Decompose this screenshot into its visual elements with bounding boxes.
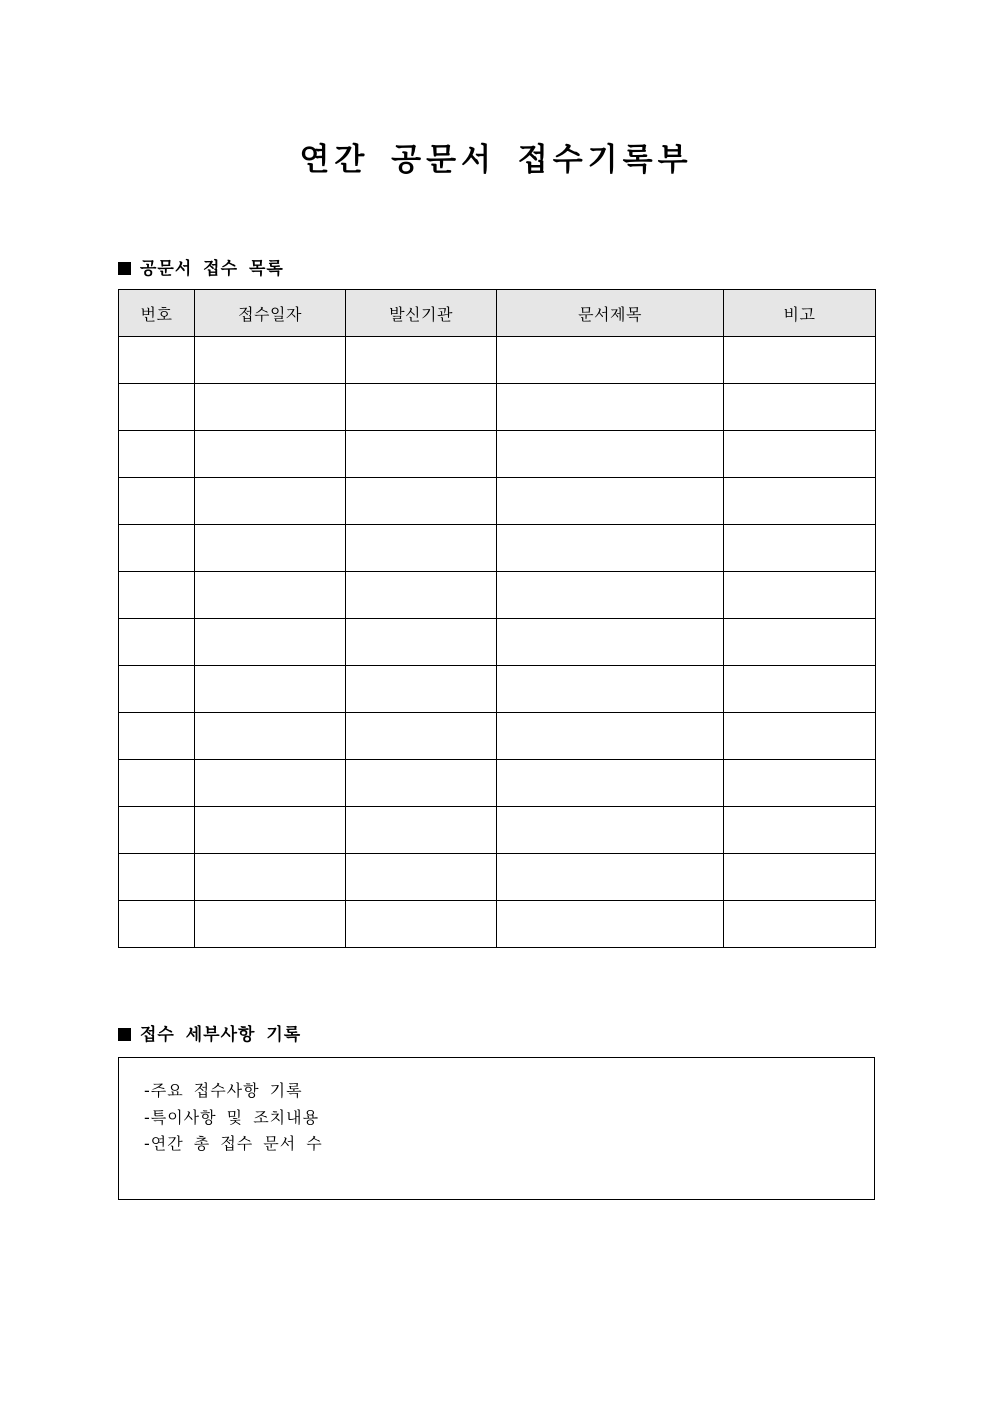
table-cell[interactable] — [497, 525, 724, 572]
table-cell[interactable] — [195, 337, 346, 384]
table-cell[interactable] — [119, 619, 195, 666]
column-header-remarks: 비고 — [724, 290, 876, 337]
detail-item: -주요 접수사항 기록 — [144, 1081, 303, 1100]
table-row — [119, 431, 876, 478]
table-cell[interactable] — [346, 901, 497, 948]
table-cell[interactable] — [346, 337, 497, 384]
details-box — [118, 1057, 875, 1200]
table-cell[interactable] — [724, 384, 876, 431]
square-bullet-icon — [118, 262, 131, 275]
table-cell[interactable] — [346, 713, 497, 760]
table-cell[interactable] — [724, 572, 876, 619]
table-cell[interactable] — [346, 572, 497, 619]
table-cell[interactable] — [724, 525, 876, 572]
table-cell[interactable] — [119, 807, 195, 854]
section-heading-details — [118, 1020, 301, 1045]
column-header-sender: 발신기관 — [346, 290, 497, 337]
section-heading-list — [118, 254, 284, 279]
table-cell[interactable] — [346, 807, 497, 854]
table-cell[interactable] — [119, 713, 195, 760]
table-body — [119, 337, 876, 948]
table-cell[interactable] — [724, 619, 876, 666]
table-cell[interactable] — [346, 760, 497, 807]
square-bullet-icon — [118, 1028, 131, 1041]
table-row — [119, 525, 876, 572]
section-heading-list-text: 공문서 접수 목록 — [140, 259, 284, 279]
table-row — [119, 478, 876, 525]
table-row — [119, 337, 876, 384]
table-cell[interactable] — [724, 666, 876, 713]
table-cell[interactable] — [346, 525, 497, 572]
table-cell[interactable] — [195, 384, 346, 431]
document-title: 연간 공문서 접수기록부 — [299, 142, 693, 178]
table-cell[interactable] — [195, 807, 346, 854]
table-cell[interactable] — [724, 901, 876, 948]
table-row — [119, 713, 876, 760]
table-cell[interactable] — [195, 525, 346, 572]
table-cell[interactable] — [497, 337, 724, 384]
table-cell[interactable] — [497, 713, 724, 760]
table-row — [119, 854, 876, 901]
column-header-document-title: 문서제목 — [497, 290, 724, 337]
table-cell[interactable] — [497, 384, 724, 431]
table-cell[interactable] — [497, 807, 724, 854]
table-cell[interactable] — [497, 619, 724, 666]
table-cell[interactable] — [195, 572, 346, 619]
table-cell[interactable] — [346, 431, 497, 478]
table-row — [119, 760, 876, 807]
table-cell[interactable] — [119, 337, 195, 384]
table-cell[interactable] — [497, 572, 724, 619]
table-cell[interactable] — [119, 431, 195, 478]
table-cell[interactable] — [119, 478, 195, 525]
table-cell[interactable] — [119, 666, 195, 713]
table-cell[interactable] — [497, 431, 724, 478]
table-cell[interactable] — [346, 854, 497, 901]
table-cell[interactable] — [195, 760, 346, 807]
table-cell[interactable] — [724, 760, 876, 807]
table-cell[interactable] — [724, 807, 876, 854]
table-cell[interactable] — [195, 854, 346, 901]
table-row — [119, 901, 876, 948]
table-cell[interactable] — [119, 901, 195, 948]
table-row — [119, 384, 876, 431]
table-cell[interactable] — [119, 525, 195, 572]
table-cell[interactable] — [346, 666, 497, 713]
table-cell[interactable] — [195, 478, 346, 525]
table-cell[interactable] — [346, 384, 497, 431]
table-row — [119, 572, 876, 619]
table-cell[interactable] — [195, 431, 346, 478]
table-cell[interactable] — [195, 619, 346, 666]
section-heading-details-text: 접수 세부사항 기록 — [140, 1025, 302, 1045]
table-cell[interactable] — [119, 854, 195, 901]
column-header-number: 번호 — [119, 290, 195, 337]
table-cell[interactable] — [724, 713, 876, 760]
table-cell[interactable] — [119, 384, 195, 431]
table-cell[interactable] — [497, 760, 724, 807]
detail-item: -특이사항 및 조치내용 — [144, 1107, 320, 1127]
table-cell[interactable] — [497, 478, 724, 525]
table-cell[interactable] — [497, 854, 724, 901]
receipt-log-table — [118, 289, 876, 948]
table-header-row — [119, 290, 876, 337]
table-cell[interactable] — [195, 666, 346, 713]
table-cell[interactable] — [119, 572, 195, 619]
table-row — [119, 619, 876, 666]
table-cell[interactable] — [346, 478, 497, 525]
table-cell[interactable] — [724, 854, 876, 901]
table-row — [119, 807, 876, 854]
table-cell[interactable] — [195, 713, 346, 760]
table-row — [119, 666, 876, 713]
column-header-receipt-date: 접수일자 — [195, 290, 346, 337]
table-cell[interactable] — [724, 337, 876, 384]
table-cell[interactable] — [724, 478, 876, 525]
table-cell[interactable] — [195, 901, 346, 948]
table-cell[interactable] — [497, 666, 724, 713]
table-cell[interactable] — [724, 431, 876, 478]
table-cell[interactable] — [346, 619, 497, 666]
table-cell[interactable] — [497, 901, 724, 948]
table-cell[interactable] — [119, 760, 195, 807]
detail-item: -연간 총 접수 문서 수 — [144, 1134, 323, 1153]
